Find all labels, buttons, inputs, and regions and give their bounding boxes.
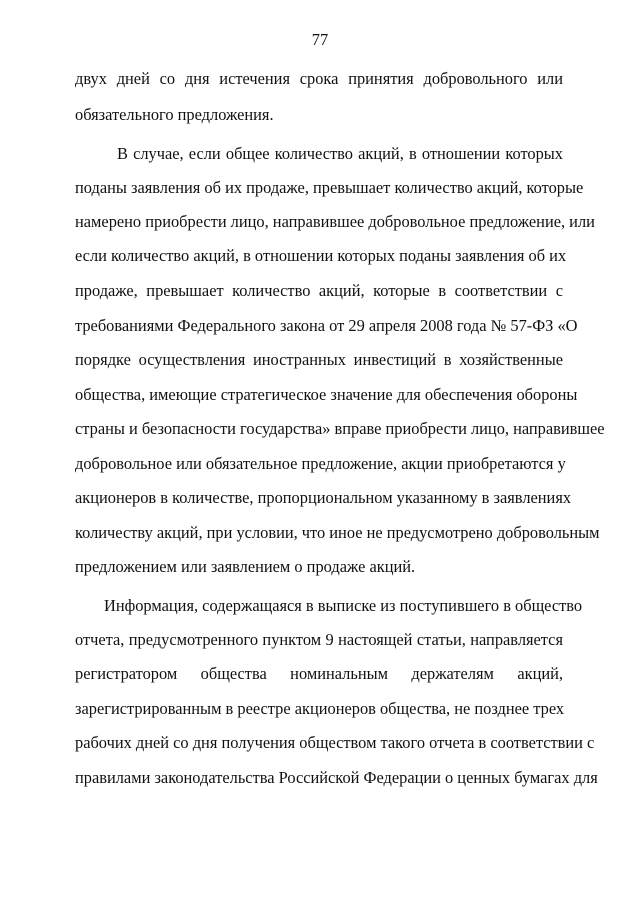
paragraph-3-line-3: регистратором общества номинальным держателям акций, — [75, 664, 563, 683]
paragraph-2-line-10: добровольное или обязательное предложение, акции приобретаются у — [75, 454, 566, 473]
paragraph-2-line-6: требованиями Федерального закона от 29 апреля 2008 года № 57-ФЗ «О — [75, 316, 578, 335]
paragraph-3-line-1: Информация, содержащаяся в выписке из поступившего в общество — [104, 596, 583, 615]
paragraph-2-line-5: продаже, превышает количество акций, которые в соответствии с — [75, 281, 563, 300]
paragraph-2-line-13: предложением или заявлением о продаже акций. — [75, 557, 416, 576]
paragraph-1-line-2: обязательного предложения. — [75, 105, 274, 124]
paragraph-2-line-1: В случае, если общее количество акций, в отношении которых — [117, 144, 563, 163]
paragraph-2-line-11: акционеров в количестве, пропорциональном указанному в заявлениях — [75, 488, 572, 507]
paragraph-1-line-1: двух дней со дня истечения срока принятия добровольного или — [75, 69, 563, 88]
paragraph-2-line-4: если количество акций, в отношении которых поданы заявления об их — [75, 246, 567, 265]
paragraph-3-line-4: зарегистрированным в реестре акционеров общества, не позднее трех — [75, 699, 565, 718]
paragraph-2-line-3: намерено приобрести лицо, направившее добровольное предложение, или — [75, 212, 595, 231]
paragraph-2-line-12: количеству акций, при условии, что иное не предусмотрено добровольным — [75, 523, 600, 542]
paragraph-2-line-9: страны и безопасности государства» вправе приобрести лицо, направившее — [75, 419, 605, 438]
paragraph-3-line-5: рабочих дней со дня получения обществом такого отчета в соответствии с — [75, 733, 595, 752]
paragraph-3-line-6: правилами законодательства Российской Федерации о ценных бумагах для — [75, 768, 598, 787]
paragraph-2-line-7: порядке осуществления иностранных инвестиций в хозяйственные — [75, 350, 563, 369]
paragraph-3-line-2: отчета, предусмотренного пунктом 9 настоящей статьи, направляется — [75, 630, 563, 649]
page-number: 77 — [311, 30, 329, 49]
paragraph-2-line-8: общества, имеющие стратегическое значение для обеспечения обороны — [75, 385, 578, 404]
paragraph-2-line-2: поданы заявления об их продаже, превышает количество акций, которые — [75, 178, 584, 197]
